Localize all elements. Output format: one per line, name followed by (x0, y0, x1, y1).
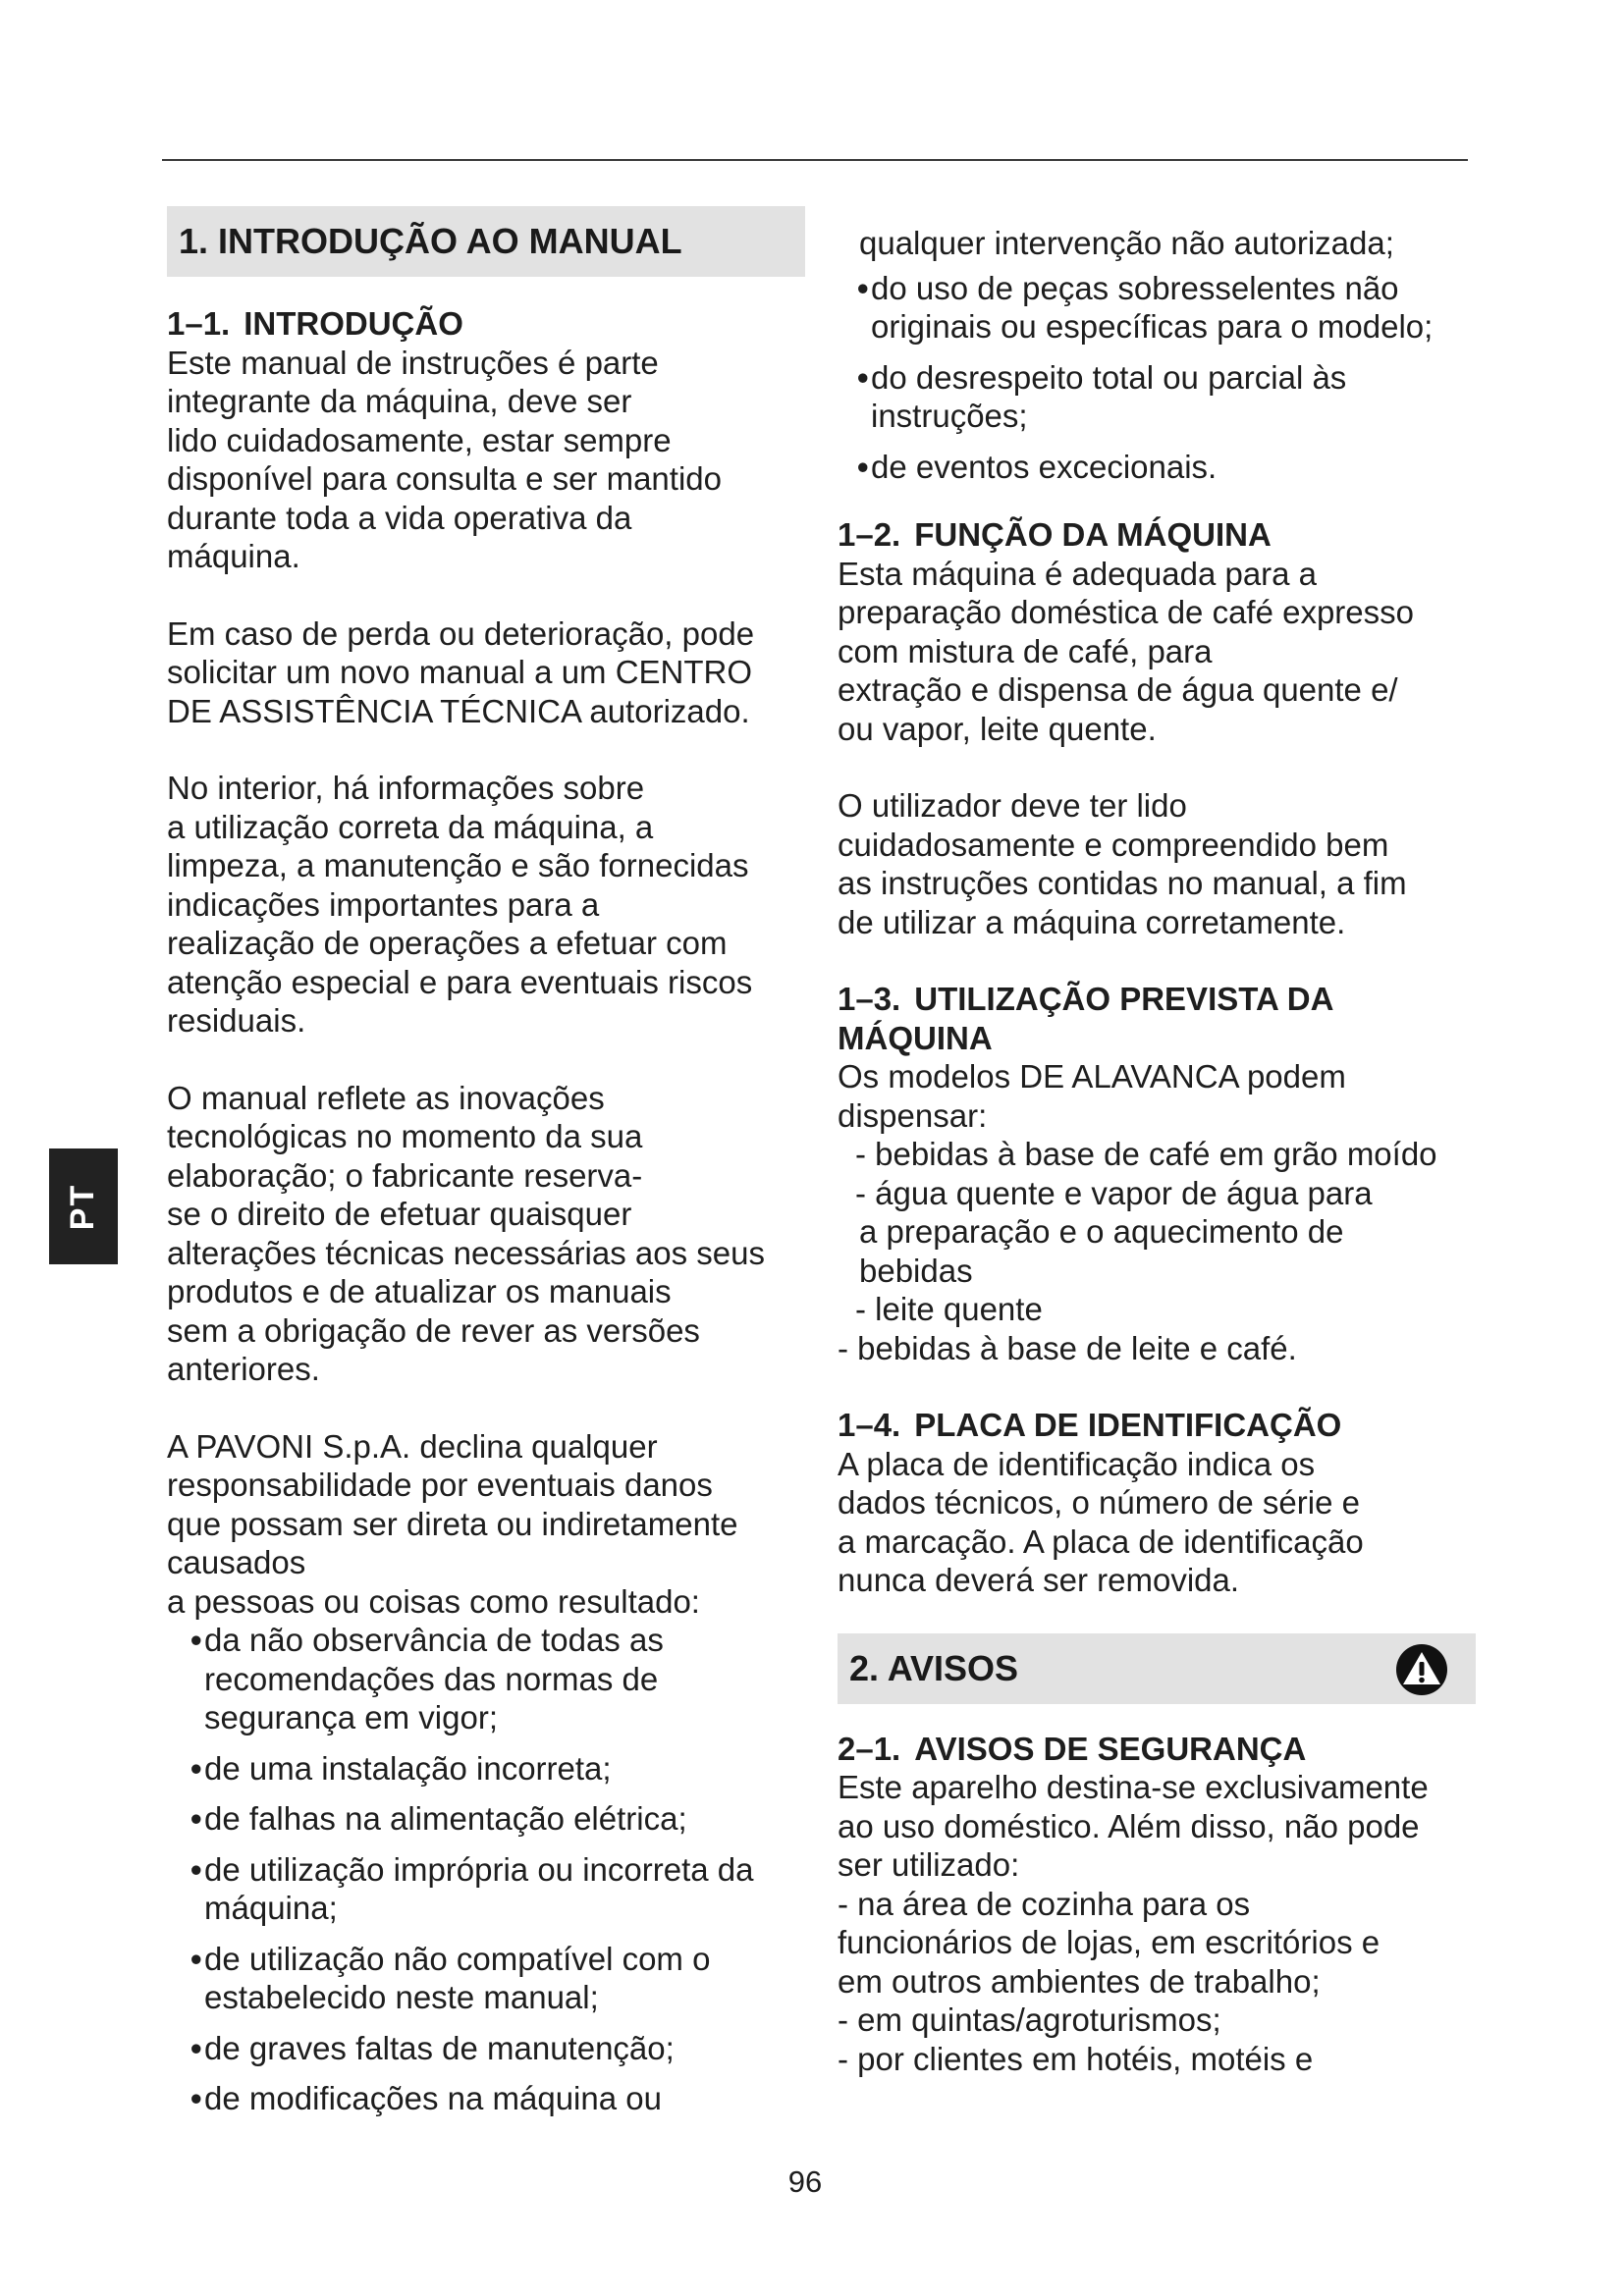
list-item: - bebidas à base de café em grão moído (855, 1136, 1437, 1172)
language-tab (49, 1148, 118, 1264)
section-1-heading: 1. INTRODUÇÃO AO MANUAL (167, 206, 805, 277)
intro-paragraph-3: No interior, há informações sobre a utilização correta da máquina, a limpeza, a manutenção e são fornecidas indicações importantes para a realização de operações a efetuar com atenção especial e para eventuais riscos residuais. (167, 770, 753, 1039)
continued-line: qualquer intervenção não autorizada; (859, 225, 1394, 261)
intended-use-list (838, 1135, 1476, 1367)
list-item: • de utilização não compatível com o estabelecido neste manual; (190, 1940, 805, 2017)
subsection-1-1-heading: 1–1. INTRODUÇÃO (167, 305, 463, 342)
safety-warnings-paragraph: Este aparelho destina-se exclusivamente ao uso doméstico. Além disso, não pode ser utilizado: - na área de cozinha para os funcionários de lojas, em escritórios e em outros ambientes de trabalho; - em quintas/agroturismos; - por clientes em hotéis, motéis e (838, 1769, 1429, 2077)
list-item: • de uma instalação incorreta; (190, 1749, 805, 1789)
top-divider (162, 159, 1468, 161)
section-2-heading: 2. AVISOS (838, 1633, 1476, 1704)
list-item: • do desrespeito total ou parcial às instruções; (857, 358, 1476, 436)
list-item: bebidas (859, 1252, 973, 1289)
liability-bullet-list (167, 1621, 805, 2118)
intro-paragraph-4: O manual reflete as inovações tecnológicas no momento da sua elaboração; o fabricante reserva- se o direito de efetuar quaisquer alterações técnicas necessárias aos seus produtos e de atualizar os manuais sem a obrigação de rever as versões anteriores. (167, 1079, 765, 1387)
warning-icon (1395, 1643, 1448, 1696)
continued-bullet-list (838, 269, 1476, 487)
subsection-1-3-heading: 1–3. UTILIZAÇÃO PREVISTA DA MÁQUINA (838, 981, 1334, 1056)
intro-paragraph-2: Em caso de perda ou deterioração, pode solicitar um novo manual a um CENTRO DE ASSISTÊNCIA TÉCNICA autorizado. (167, 614, 755, 729)
list-item: - leite quente (855, 1291, 1043, 1327)
list-item: a preparação e o aquecimento de (859, 1213, 1344, 1250)
left-column (167, 206, 805, 2130)
list-item: • de falhas na alimentação elétrica; (190, 1799, 805, 1839)
list-item: • do uso de peças sobresselentes não originais ou específicas para o modelo; (857, 269, 1476, 347)
machine-function-paragraph-2: O utilizador deve ter lido cuidadosamente e compreendido bem as instruções contidas no manual, a fim de utilizar a máquina corretamente. (838, 787, 1407, 940)
list-item: • de graves faltas de manutenção; (190, 2029, 805, 2068)
list-item: • de eventos excecionais. (857, 448, 1476, 487)
intended-use-paragraph: Os modelos DE ALAVANCA podem dispensar: (838, 1058, 1346, 1134)
subsection-2-1-heading: 2–1. AVISOS DE SEGURANÇA (838, 1730, 1307, 1767)
machine-function-paragraph-1: Esta máquina é adequada para a preparação doméstica de café expresso com mistura de café, para extração e dispensa de água quente e/ ou vapor, leite quente. (838, 555, 1415, 747)
list-item: • de utilização imprópria ou incorreta da máquina; (190, 1850, 805, 1928)
identification-plate-paragraph: A placa de identificação indica os dados técnicos, o número de série e a marcação. A placa de identificação nunca deverá ser removida. (838, 1445, 1364, 1598)
subsection-1-4-heading: 1–4. PLACA DE IDENTIFICAÇÃO (838, 1407, 1342, 1443)
intro-paragraph-1: Este manual de instruções é parte integrante da máquina, deve ser lido cuidadosamente, estar sempre disponível para consulta e ser mantido durante toda a vida operativa da máquina. (167, 344, 722, 574)
list-item: - água quente e vapor de água para (855, 1174, 1373, 1211)
list-item: - bebidas à base de leite e café. (838, 1329, 1297, 1366)
right-column (838, 206, 1476, 2078)
list-item: • da não observância de todas as recomendações das normas de segurança em vigor; (190, 1621, 805, 1737)
page-number: 96 (787, 2164, 823, 2199)
subsection-1-2-heading: 1–2. FUNÇÃO DA MÁQUINA (838, 516, 1272, 553)
liability-paragraph: A PAVONI S.p.A. declina qualquer responsabilidade por eventuais danos que possam ser direta ou indiretamente causados a pessoas ou coisas como resultado: (167, 1427, 738, 1620)
list-item: • de modificações na máquina ou (190, 2079, 805, 2118)
language-tab-label: PT (64, 1183, 102, 1230)
